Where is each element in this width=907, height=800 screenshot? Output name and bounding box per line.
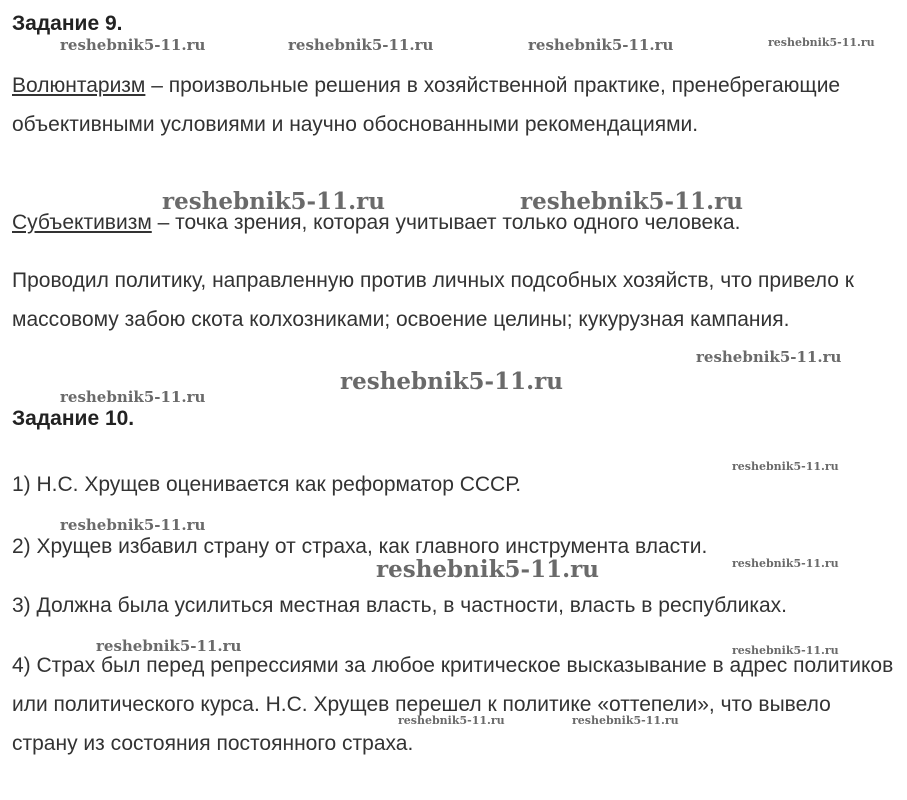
watermark: reshebnik5-11.ru: [60, 36, 206, 54]
task10-item-4: 4) Страх был перед репрессиями за любое критическое высказывание в адрес политиков или политического курса. Н.С. Хрущев перешел к политике «оттепели», что вывело страну из состояния постоянного страха.: [12, 654, 894, 755]
watermark: reshebnik5-11.ru: [398, 714, 505, 727]
watermark: reshebnik5-11.ru: [768, 36, 875, 49]
watermark: reshebnik5-11.ru: [60, 516, 206, 534]
watermark: reshebnik5-11.ru: [288, 36, 434, 54]
task10-item-1: 1) Н.С. Хрущев оценивается как реформатор СССР.: [12, 473, 522, 496]
policy-paragraph: Проводил политику, направленную против личных подсобных хозяйств, что привело к массовому забою скота колхозниками; освоение целины; кукурузная кампания.: [12, 269, 854, 331]
subjectivism-text: – точка зрения, которая учитывает только одного человека.: [151, 211, 741, 234]
watermark: reshebnik5-11.ru: [572, 714, 679, 727]
watermark: reshebnik5-11.ru: [732, 557, 839, 570]
watermark: reshebnik5-11.ru: [696, 348, 842, 366]
watermark: reshebnik5-11.ru: [376, 556, 599, 583]
watermark: reshebnik5-11.ru: [732, 644, 839, 657]
subjectivism-term: Субъективизм: [12, 211, 152, 234]
voluntarism-definition: [12, 66, 902, 144]
watermark: reshebnik5-11.ru: [340, 368, 563, 395]
watermark: reshebnik5-11.ru: [60, 388, 206, 406]
watermark: reshebnik5-11.ru: [96, 637, 242, 655]
watermark: reshebnik5-11.ru: [162, 188, 385, 215]
watermark: reshebnik5-11.ru: [528, 36, 674, 54]
watermark: reshebnik5-11.ru: [732, 460, 839, 473]
voluntarism-text: – произвольные решения в хозяйственной практике, пренебрегающие объективными условиями и научно обоснованными рекомендациями.: [12, 74, 841, 136]
task9-heading: Задание 9.: [12, 12, 123, 35]
voluntarism-term: Волюнтаризм: [12, 74, 146, 97]
subjectivism-definition: [12, 203, 902, 242]
task10-item-2: 2) Хрущев избавил страну от страха, как главного инструмента власти.: [12, 535, 708, 558]
task10-item-3: 3) Должна была усилиться местная власть, в частности, власть в республиках.: [12, 594, 787, 617]
watermark: reshebnik5-11.ru: [520, 188, 743, 215]
task10-heading: Задание 10.: [12, 407, 135, 430]
